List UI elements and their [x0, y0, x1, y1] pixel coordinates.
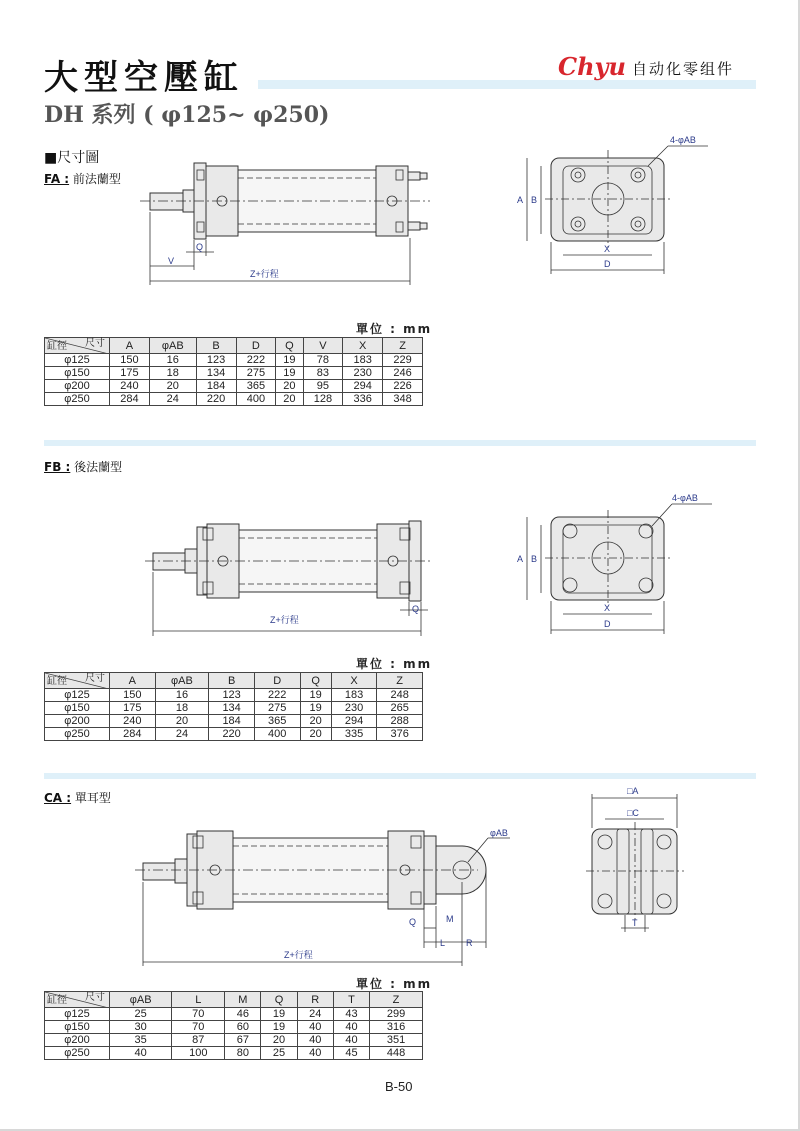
bore-cell: φ150	[45, 1021, 110, 1034]
value-cell: 246	[383, 367, 423, 380]
value-cell: 67	[225, 1034, 261, 1047]
page-number: B-50	[385, 1079, 413, 1094]
table-row	[45, 1034, 423, 1047]
table-row	[45, 702, 423, 715]
fb-z-label: Z+行程	[270, 615, 299, 625]
value-cell: 335	[331, 728, 377, 741]
bore-cell: φ125	[45, 1008, 110, 1021]
fb-unit: 單位 : mm	[356, 657, 433, 671]
value-cell: 46	[225, 1008, 261, 1021]
ca-name: 單耳型	[74, 791, 111, 805]
column-header: A	[110, 673, 156, 689]
value-cell: 128	[303, 393, 343, 406]
value-cell: 78	[303, 354, 343, 367]
fa-a-label: A	[517, 195, 524, 205]
ca-c-label: □C	[627, 808, 639, 818]
ca-l-label: L	[440, 938, 446, 948]
ca-t-label: T	[632, 918, 638, 928]
value-cell: 351	[370, 1034, 423, 1047]
corner-bottom: 缸徑	[47, 995, 67, 1006]
column-header: R	[297, 992, 333, 1008]
value-cell: 16	[155, 689, 209, 702]
fb-d-label: D	[604, 619, 611, 629]
value-cell: 220	[196, 393, 236, 406]
value-cell: 230	[331, 702, 377, 715]
value-cell: 134	[209, 702, 255, 715]
corner-cell	[45, 338, 110, 354]
value-cell: 35	[110, 1034, 172, 1047]
page-title: 大型空壓缸	[44, 58, 244, 98]
value-cell: 230	[343, 367, 383, 380]
table-header-row	[45, 992, 423, 1008]
fb-q-label: Q	[412, 604, 420, 614]
value-cell: 150	[110, 354, 150, 367]
column-header: Q	[300, 673, 331, 689]
fa-spec-table	[44, 337, 423, 406]
fb-ab-label: 4-φAB	[672, 493, 698, 503]
column-header: Q	[261, 992, 297, 1008]
bore-cell: φ150	[45, 702, 110, 715]
value-cell: 20	[276, 380, 303, 393]
bore-cell: φ200	[45, 380, 110, 393]
fb-b-label: B	[531, 554, 538, 564]
corner-top: 尺寸	[85, 338, 105, 349]
value-cell: 19	[261, 1008, 297, 1021]
value-cell: 20	[155, 715, 209, 728]
value-cell: 25	[261, 1047, 297, 1060]
value-cell: 43	[333, 1008, 369, 1021]
value-cell: 220	[209, 728, 255, 741]
value-cell: 222	[254, 689, 300, 702]
value-cell: 226	[383, 380, 423, 393]
ca-a-label: □A	[627, 786, 639, 796]
value-cell: 265	[377, 702, 423, 715]
fa-ab-label: 4-φAB	[670, 135, 696, 145]
value-cell: 20	[261, 1034, 297, 1047]
value-cell: 18	[149, 367, 196, 380]
fa-unit: 單位 : mm	[356, 322, 433, 336]
value-cell: 19	[261, 1021, 297, 1034]
value-cell: 123	[196, 354, 236, 367]
column-header: B	[209, 673, 255, 689]
fb-a-label: A	[517, 554, 524, 564]
ca-r-label: R	[466, 938, 473, 948]
value-cell: 288	[377, 715, 423, 728]
bore-cell: φ125	[45, 689, 110, 702]
value-cell: 299	[370, 1008, 423, 1021]
fb-label	[44, 458, 122, 475]
value-cell: 25	[110, 1008, 172, 1021]
value-cell: 18	[155, 702, 209, 715]
bore-cell: φ125	[45, 354, 110, 367]
ca-spec-table	[44, 991, 423, 1060]
value-cell: 24	[297, 1008, 333, 1021]
corner-top: 尺寸	[85, 992, 105, 1003]
column-header: φAB	[149, 338, 196, 354]
value-cell: 284	[110, 393, 150, 406]
value-cell: 40	[110, 1047, 172, 1060]
value-cell: 183	[343, 354, 383, 367]
value-cell: 20	[149, 380, 196, 393]
value-cell: 229	[383, 354, 423, 367]
table-row	[45, 728, 423, 741]
corner-bottom: 缸徑	[47, 341, 67, 352]
value-cell: 80	[225, 1047, 261, 1060]
value-cell: 400	[236, 393, 276, 406]
value-cell: 19	[300, 702, 331, 715]
fa-d-label: D	[604, 259, 611, 269]
value-cell: 40	[297, 1047, 333, 1060]
value-cell: 284	[110, 728, 156, 741]
fa-label	[44, 170, 121, 187]
fa-b-label: B	[531, 195, 538, 205]
fa-z-label: Z+行程	[250, 269, 279, 279]
value-cell: 40	[333, 1021, 369, 1034]
value-cell: 100	[172, 1047, 225, 1060]
column-header: L	[172, 992, 225, 1008]
corner-cell	[45, 992, 110, 1008]
value-cell: 20	[276, 393, 303, 406]
value-cell: 60	[225, 1021, 261, 1034]
value-cell: 336	[343, 393, 383, 406]
column-header: M	[225, 992, 261, 1008]
fa-x-label: X	[604, 244, 611, 254]
brand-tagline: 自动化零组件	[632, 60, 735, 78]
bore-cell: φ200	[45, 1034, 110, 1047]
value-cell: 448	[370, 1047, 423, 1060]
section-divider	[44, 440, 756, 446]
brand-logo: Chyu	[558, 52, 626, 81]
fa-name: 前法蘭型	[72, 172, 121, 186]
column-header: φAB	[155, 673, 209, 689]
column-header: X	[331, 673, 377, 689]
table-row	[45, 715, 423, 728]
value-cell: 222	[236, 354, 276, 367]
value-cell: 83	[303, 367, 343, 380]
value-cell: 87	[172, 1034, 225, 1047]
value-cell: 24	[149, 393, 196, 406]
value-cell: 376	[377, 728, 423, 741]
fa-code: FA :	[44, 172, 70, 186]
value-cell: 123	[209, 689, 255, 702]
value-cell: 183	[331, 689, 377, 702]
value-cell: 294	[343, 380, 383, 393]
value-cell: 365	[254, 715, 300, 728]
bore-cell: φ250	[45, 728, 110, 741]
table-row	[45, 1008, 423, 1021]
column-header: B	[196, 338, 236, 354]
column-header: D	[236, 338, 276, 354]
value-cell: 175	[110, 367, 150, 380]
column-header: Z	[377, 673, 423, 689]
ca-unit: 單位 : mm	[356, 977, 433, 991]
table-row	[45, 689, 423, 702]
series-subtitle: DH 系列 ( φ125~ φ250)	[44, 102, 330, 128]
column-header: V	[303, 338, 343, 354]
fb-x-label: X	[604, 603, 611, 613]
value-cell: 184	[209, 715, 255, 728]
value-cell: 19	[300, 689, 331, 702]
column-header: Z	[383, 338, 423, 354]
value-cell: 19	[276, 354, 303, 367]
value-cell: 30	[110, 1021, 172, 1034]
value-cell: 134	[196, 367, 236, 380]
value-cell: 275	[236, 367, 276, 380]
bore-cell: φ150	[45, 367, 110, 380]
bore-cell: φ250	[45, 1047, 110, 1060]
value-cell: 19	[276, 367, 303, 380]
value-cell: 40	[297, 1021, 333, 1034]
value-cell: 248	[377, 689, 423, 702]
value-cell: 275	[254, 702, 300, 715]
table-header-row	[45, 673, 423, 689]
corner-cell	[45, 673, 110, 689]
ca-q-label: Q	[409, 917, 417, 927]
column-header: A	[110, 338, 150, 354]
value-cell: 20	[300, 728, 331, 741]
column-header: Z	[370, 992, 423, 1008]
table-row	[45, 1047, 423, 1060]
column-header: X	[343, 338, 383, 354]
ca-label	[44, 789, 111, 806]
value-cell: 316	[370, 1021, 423, 1034]
value-cell: 240	[110, 715, 156, 728]
ca-m-label: M	[446, 914, 454, 924]
value-cell: 45	[333, 1047, 369, 1060]
ca-code: CA :	[44, 791, 72, 805]
value-cell: 24	[155, 728, 209, 741]
value-cell: 240	[110, 380, 150, 393]
section-divider	[44, 773, 756, 779]
title-band	[258, 80, 756, 89]
table-row	[45, 380, 423, 393]
bore-cell: φ250	[45, 393, 110, 406]
value-cell: 294	[331, 715, 377, 728]
value-cell: 348	[383, 393, 423, 406]
corner-top: 尺寸	[85, 673, 105, 684]
table-row	[45, 393, 423, 406]
value-cell: 70	[172, 1008, 225, 1021]
value-cell: 175	[110, 702, 156, 715]
fa-q-label: Q	[196, 242, 204, 252]
ca-ab-label: φAB	[490, 828, 508, 838]
table-row	[45, 1021, 423, 1034]
table-header-row	[45, 338, 423, 354]
fb-spec-table	[44, 672, 423, 741]
table-row	[45, 354, 423, 367]
ca-z-label: Z+行程	[284, 950, 313, 960]
value-cell: 400	[254, 728, 300, 741]
column-header: T	[333, 992, 369, 1008]
value-cell: 40	[333, 1034, 369, 1047]
value-cell: 95	[303, 380, 343, 393]
corner-bottom: 缸徑	[47, 676, 67, 687]
fb-code: FB :	[44, 460, 71, 474]
value-cell: 16	[149, 354, 196, 367]
fb-name: 後法蘭型	[74, 460, 123, 474]
table-row	[45, 367, 423, 380]
value-cell: 40	[297, 1034, 333, 1047]
value-cell: 150	[110, 689, 156, 702]
value-cell: 184	[196, 380, 236, 393]
value-cell: 20	[300, 715, 331, 728]
section-heading: ■尺寸圖	[44, 150, 100, 166]
value-cell: 70	[172, 1021, 225, 1034]
column-header: D	[254, 673, 300, 689]
fa-v-label: V	[168, 256, 175, 266]
column-header: Q	[276, 338, 303, 354]
bore-cell: φ200	[45, 715, 110, 728]
column-header: φAB	[110, 992, 172, 1008]
value-cell: 365	[236, 380, 276, 393]
